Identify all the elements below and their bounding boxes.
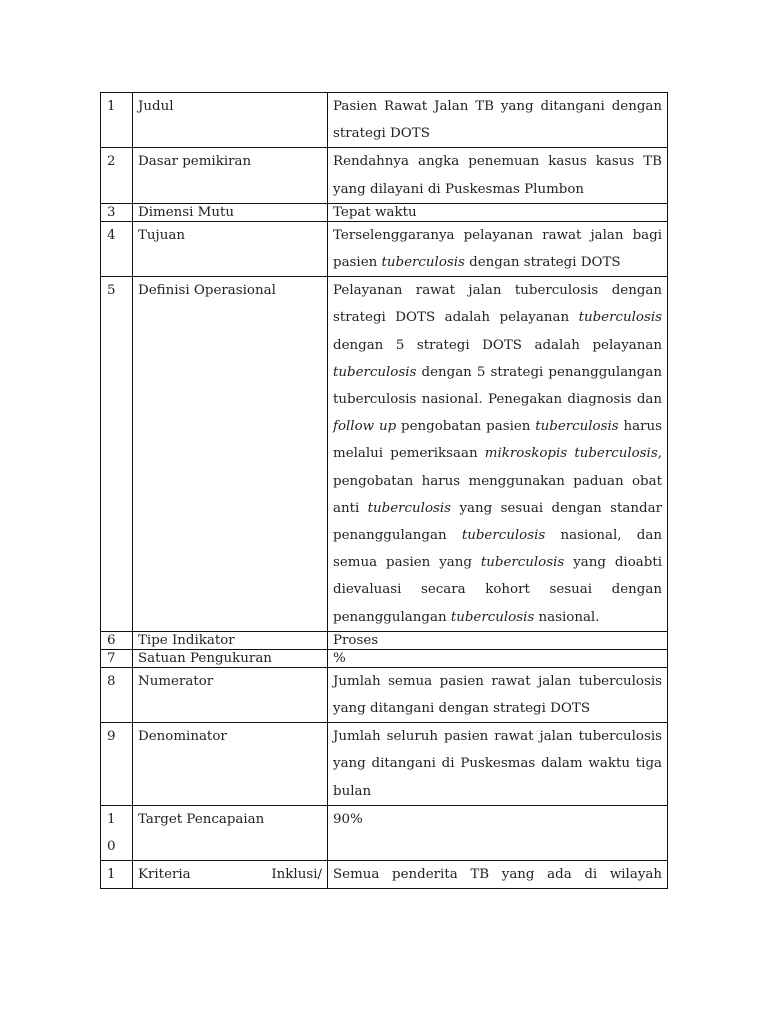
text-segment: , pengobatan harus menggunakan paduan obat anti <box>333 446 662 516</box>
row-value: Rendahnya angka penemuan kasus kasus TB yang dilayani di Puskesmas Plumbon <box>328 148 668 203</box>
italic-term: tuberculosis <box>480 555 565 571</box>
row-value: Pasien Rawat Jalan TB yang ditangani dengan strategi DOTS <box>328 93 668 148</box>
italic-term: tuberculosis <box>333 364 417 380</box>
text-segment: yang sesuai dengan standar penanggulangan <box>333 500 662 544</box>
row-label: Target Pencapaian <box>133 805 328 860</box>
italic-term: tuberculosis <box>578 310 662 326</box>
text-segment: dengan 5 strategi DOTS adalah pelayanan <box>333 337 662 353</box>
row-value: % <box>328 649 668 667</box>
row-number: 6 <box>101 631 133 649</box>
table-row <box>101 861 668 889</box>
table-row <box>101 221 668 276</box>
text-segment: Terselenggaranya pelayanan rawat jalan bagi pasien <box>333 227 662 271</box>
row-number: 8 <box>101 667 133 722</box>
table-row <box>101 277 668 632</box>
indicator-table <box>100 92 668 889</box>
table-row <box>101 805 668 860</box>
text-segment: nasional. <box>534 609 600 625</box>
table-row <box>101 631 668 649</box>
italic-term: tuberculosis <box>450 609 535 625</box>
row-number: 9 <box>101 723 133 806</box>
row-value: 90% <box>328 805 668 860</box>
table-row <box>101 667 668 722</box>
text-segment: nasional, dan semua pasien yang <box>333 528 662 571</box>
row-label: Dimensi Mutu <box>133 203 328 221</box>
row-number: 7 <box>101 649 133 667</box>
row-label: Denominator <box>133 723 328 806</box>
row-value <box>328 221 668 276</box>
row-value: Semua penderita TB yang ada di wilayah <box>328 861 668 889</box>
text-segment: dengan 5 strategi penanggulangan tuberculosis nasional. Penegakan diagnosis dan <box>333 364 662 408</box>
row-value: Proses <box>328 631 668 649</box>
text-segment: Pelayanan rawat jalan tuberculosis dengan strategi DOTS adalah pelayanan <box>333 283 662 326</box>
row-number-digit: 1 <box>107 811 116 827</box>
row-label: Dasar pemikiran <box>133 148 328 203</box>
row-label: Satuan Pengukuran <box>133 649 328 667</box>
row-number: 1 <box>101 861 133 889</box>
row-label: Judul <box>133 93 328 148</box>
table-row <box>101 203 668 221</box>
row-number: 2 <box>101 148 133 203</box>
row-label: Tujuan <box>133 221 328 276</box>
text-segment: pengobatan pasien <box>396 419 536 435</box>
row-number: 3 <box>101 203 133 221</box>
row-number: 1 <box>101 93 133 148</box>
italic-term: tuberculosis <box>381 255 465 271</box>
text-segment: harus melalui pemeriksaan <box>333 419 663 462</box>
italic-term: follow up <box>333 419 397 435</box>
row-label: Definisi Operasional <box>133 277 328 632</box>
row-value: Tepat waktu <box>328 203 668 221</box>
italic-term: tuberculosis <box>367 500 452 516</box>
italic-term: tuberculosis <box>535 419 619 435</box>
row-number-digit: 0 <box>107 839 116 855</box>
text-segment: dengan strategi DOTS <box>464 255 621 271</box>
row-number: 4 <box>101 221 133 276</box>
row-number <box>101 805 133 860</box>
row-label: Numerator <box>133 667 328 722</box>
table-row <box>101 723 668 806</box>
row-label: Kriteria Inklusi/ <box>133 861 328 889</box>
text-segment: yang dioabti dievaluasi secara kohort sesuai dengan penanggulangan <box>333 555 662 625</box>
row-value <box>328 277 668 632</box>
table-row <box>101 148 668 203</box>
table-row <box>101 649 668 667</box>
italic-term: tuberculosis <box>574 446 658 462</box>
italic-term: mikroskopis <box>484 446 568 462</box>
italic-term: tuberculosis <box>461 528 546 544</box>
row-value: Jumlah semua pasien rawat jalan tuberculosis yang ditangani dengan strategi DOTS <box>328 667 668 722</box>
row-label: Tipe Indikator <box>133 631 328 649</box>
table-row <box>101 93 668 148</box>
row-number: 5 <box>101 277 133 632</box>
row-value: Jumlah seluruh pasien rawat jalan tuberculosis yang ditangani di Puskesmas dalam waktu tiga bulan <box>328 723 668 806</box>
